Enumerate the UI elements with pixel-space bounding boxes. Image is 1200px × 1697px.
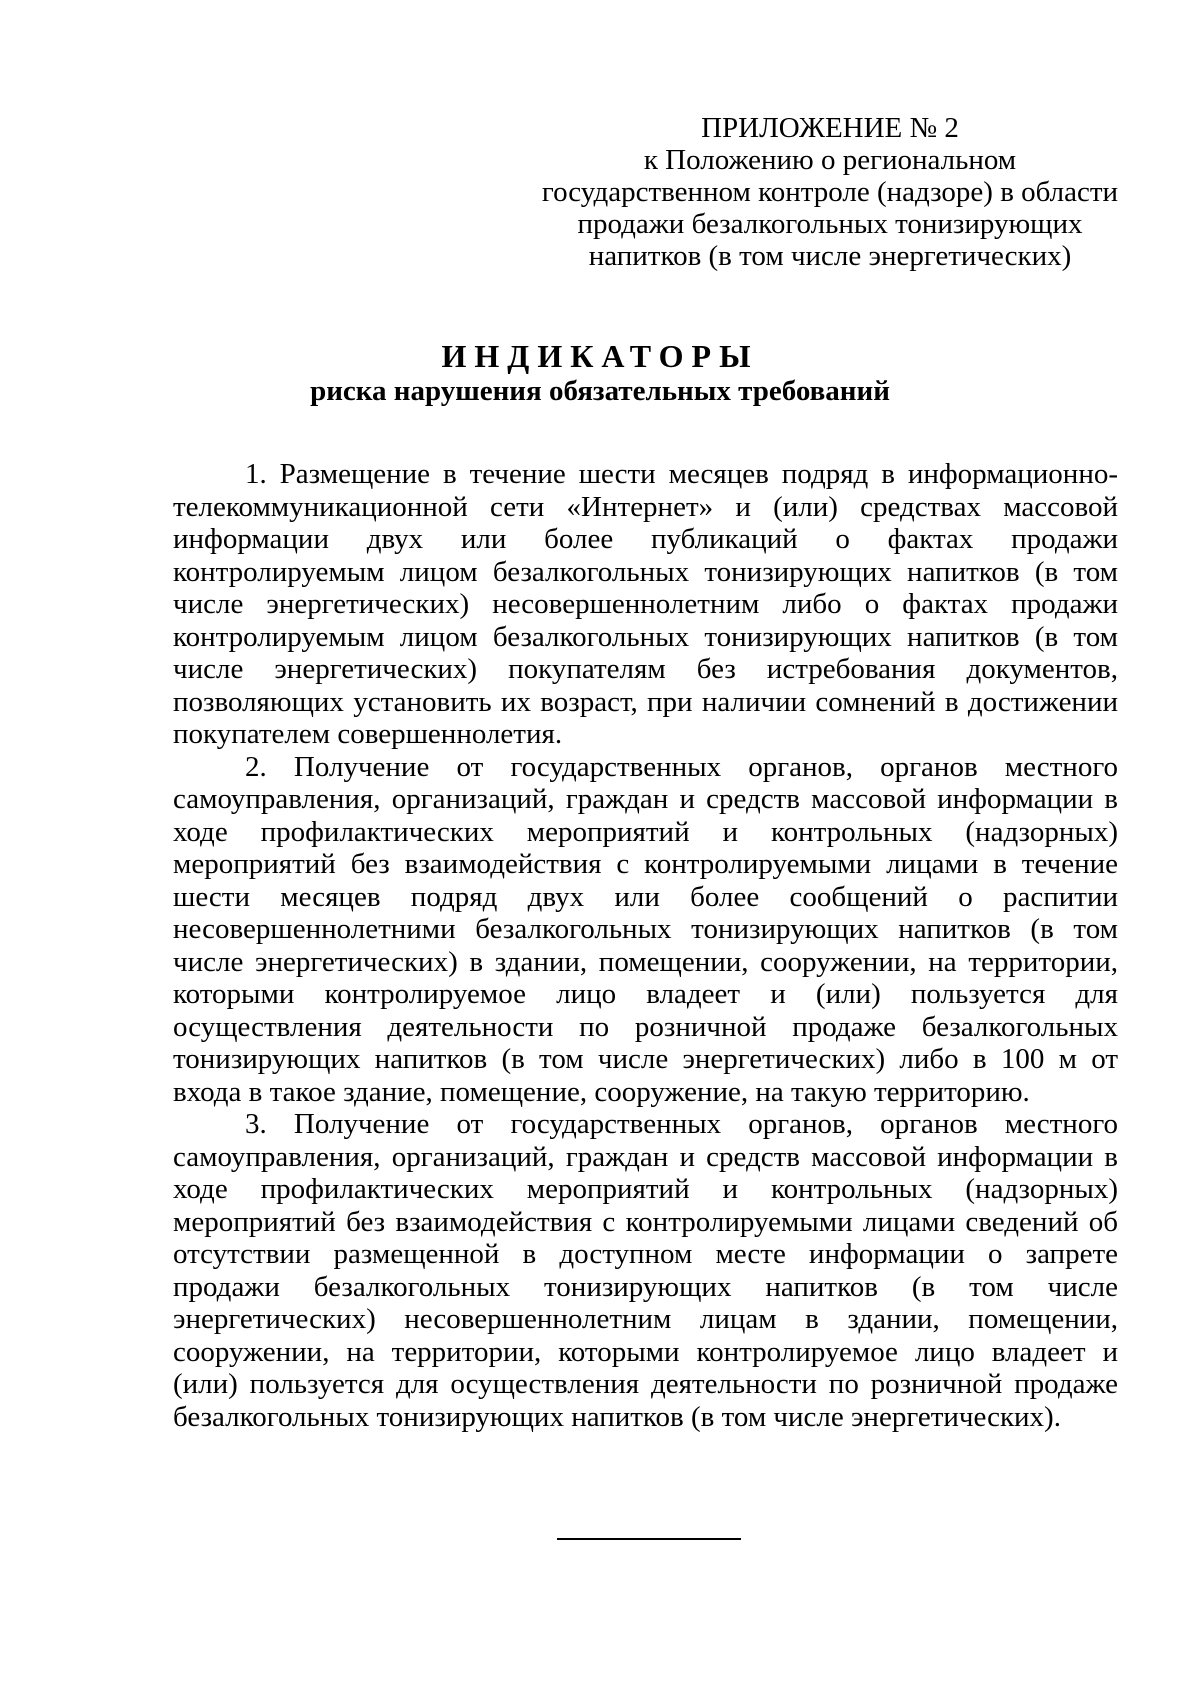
paragraph-3: 3. Получение от государственных органов, органов местного самоуправления, организаций, граждан и средств массовой информации в ходе профилактических мероприятий и контрольных (надзорных) мероприятий без взаимодействия с контролируемыми лицами сведений об отсутствии размещенной в доступном месте информации о запрете продажи безалкогольных тонизирующих напитков (в том числе энергетических) несовершеннолетним лицам в здании, помещении, сооружении, на территории, которыми контролируемое лицо владеет и (или) пользуется для осуществления деятельности по розничной продаже безалкогольных тонизирующих напитков (в том числе энергетических). bbox=[173, 1108, 1118, 1433]
appendix-line: государственном контроле (надзоре) в области bbox=[541, 176, 1119, 208]
footer-divider bbox=[557, 1538, 741, 1540]
document-subtitle: риска нарушения обязательных требований bbox=[310, 375, 890, 407]
paragraph-2: 2. Получение от государственных органов, органов местного самоуправления, организаций, граждан и средств массовой информации в ходе профилактических мероприятий и контрольных (надзорных) мероприятий без взаимодействия с контролируемыми лицами в течение шести месяцев подряд двух или более сообщений о распитии несовершеннолетними безалкогольных тонизирующих напитков (в том числе энергетических) в здании, помещении, сооружении, на территории, которыми контролируемое лицо владеет и (или) пользуется для осуществления деятельности по розничной продаже безалкогольных тонизирующих напитков (в том числе энергетических) либо в 100 м от входа в такое здание, помещение, сооружение, на такую территорию. bbox=[173, 750, 1118, 1108]
document-title-block bbox=[0, 338, 1200, 408]
paragraph-1: 1. Размещение в течение шести месяцев подряд в информационно-телекоммуникационной сети «Интернет» и (или) средствах массовой информации двух или более публикаций о фактах продажи контролируемым лицом безалкогольных тонизирующих напитков (в том числе энергетических) несовершеннолетним либо о фактах продажи контролируемым лицом безалкогольных тонизирующих напитков (в том числе энергетических) покупателям без истребования документов, позволяющих установить их возраст, при наличии сомнений в достижении покупателем совершеннолетия. bbox=[173, 458, 1118, 750]
appendix-header bbox=[530, 112, 1130, 272]
appendix-line: к Положению о региональном bbox=[643, 144, 1017, 176]
document-title: ИНДИКАТОРЫ bbox=[441, 338, 759, 374]
appendix-heading: ПРИЛОЖЕНИЕ № 2 bbox=[701, 112, 959, 144]
appendix-line: напитков (в том числе энергетических) bbox=[588, 240, 1072, 272]
document-body bbox=[173, 458, 1118, 1433]
appendix-line: продажи безалкогольных тонизирующих bbox=[577, 208, 1083, 240]
